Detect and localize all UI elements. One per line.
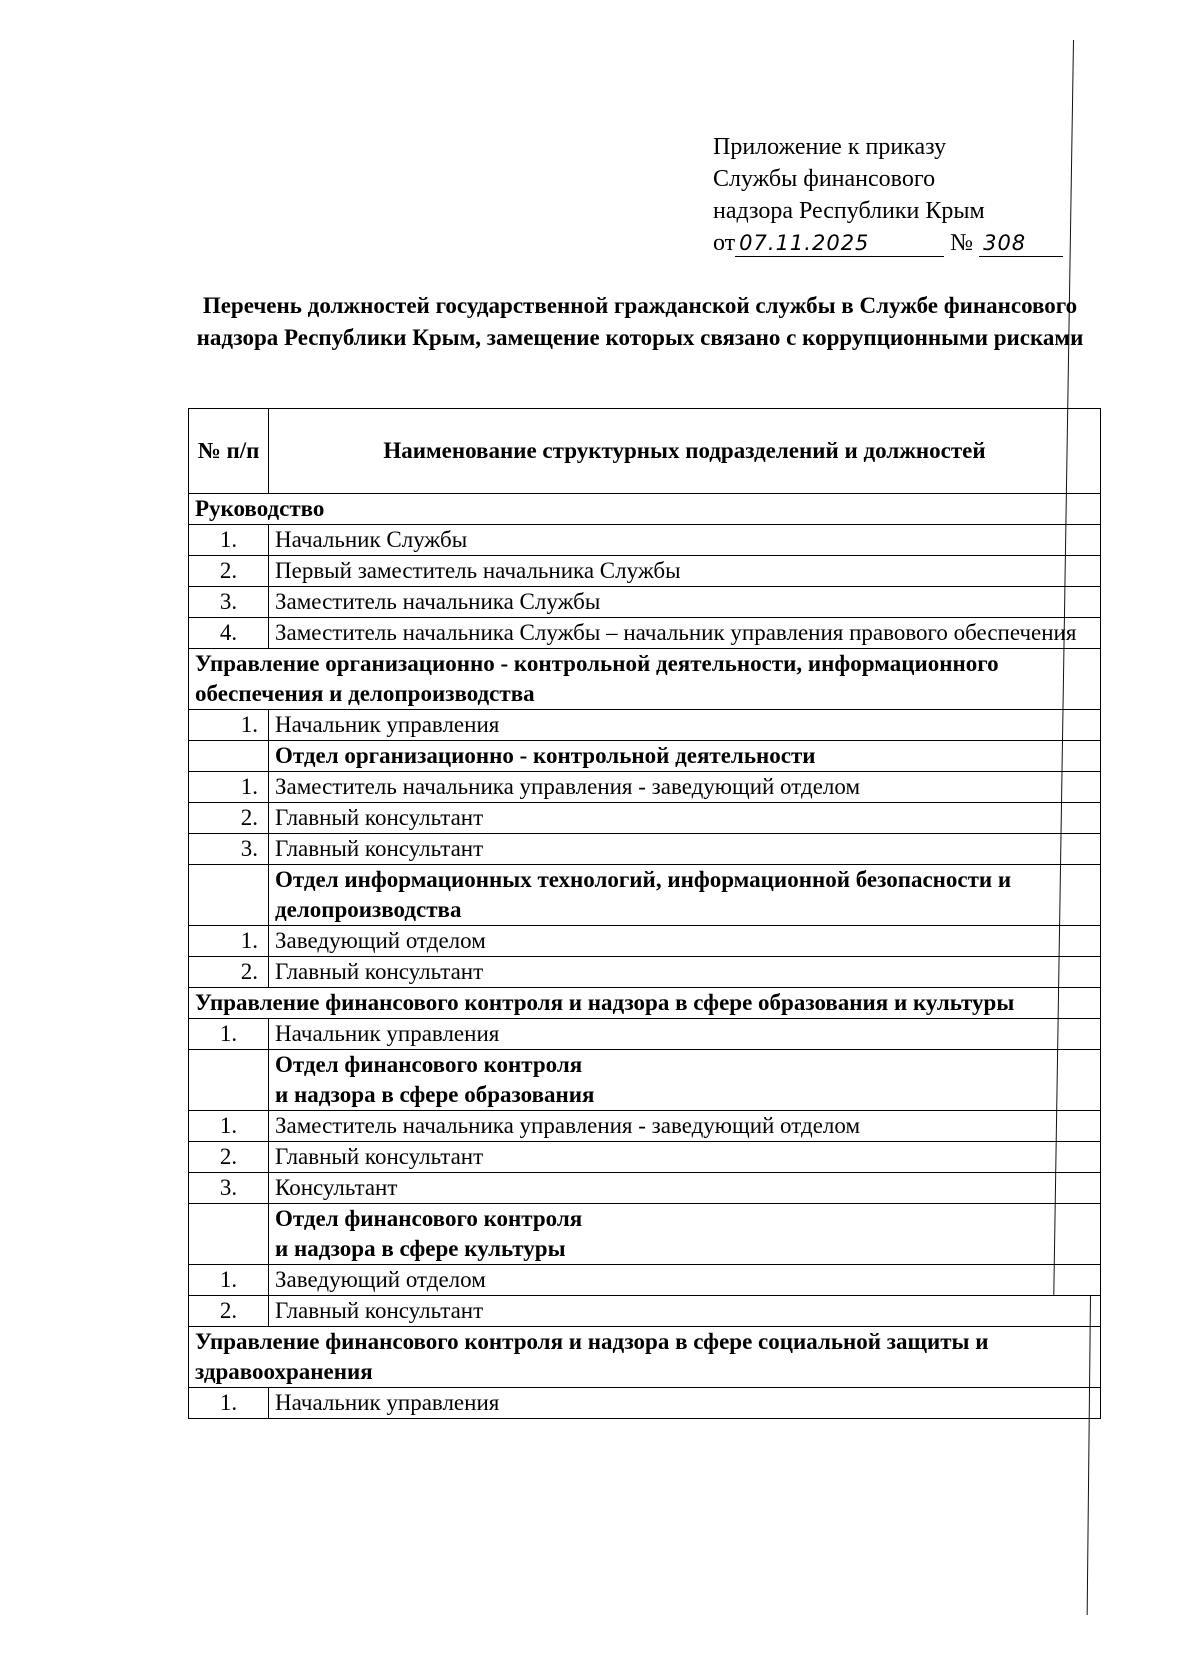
table-row (189, 772, 1101, 803)
table-row (189, 1296, 1101, 1327)
table-row (189, 926, 1101, 957)
table-row (189, 1388, 1101, 1419)
table-header-row (189, 409, 1101, 494)
section-title: Управление финансового контроля и надзора в сфере социальной защиты и здравоохранения (189, 1327, 1101, 1388)
row-position: Заведующий отделом (269, 926, 1101, 957)
table-row (189, 1142, 1101, 1173)
row-position: Заместитель начальника Службы (269, 587, 1101, 618)
table-row (189, 618, 1101, 649)
row-number: 2. (189, 1296, 269, 1327)
row-position: Главный консультант (269, 803, 1101, 834)
row-number: 1. (189, 710, 269, 741)
table-row (189, 1173, 1101, 1204)
row-position: Заместитель начальника Службы – начальник управления правового обеспечения (269, 618, 1101, 649)
document-title: Перечень должностей государственной гражданской службы в Службе финансового надзора Республики Крым, замещение которых связано с коррупционными рисками (196, 293, 1084, 350)
row-number: 1. (189, 926, 269, 957)
row-number: 3. (189, 834, 269, 865)
table-row (189, 1019, 1101, 1050)
section-row (189, 988, 1101, 1019)
row-position: Главный консультант (269, 957, 1101, 988)
row-position: Главный консультант (269, 1296, 1101, 1327)
row-number: 1. (189, 525, 269, 556)
row-number: 1. (189, 1388, 269, 1419)
department-row (189, 1204, 1101, 1265)
section-row (189, 1327, 1101, 1388)
row-number: 1. (189, 1019, 269, 1050)
appendix-date-line (713, 227, 1053, 259)
table-row (189, 587, 1101, 618)
empty-number-cell (189, 1050, 269, 1111)
row-position: Заместитель начальника управления - заведующий отделом (269, 772, 1101, 803)
row-position: Главный консультант (269, 834, 1101, 865)
section-title: Управление финансового контроля и надзора в сфере образования и культуры (189, 988, 1101, 1019)
row-position: Заместитель начальника управления - заведующий отделом (269, 1111, 1101, 1142)
row-number: 4. (189, 618, 269, 649)
section-title: Руководство (189, 494, 1101, 525)
department-row (189, 1050, 1101, 1111)
from-label: от (713, 230, 736, 256)
table-row (189, 1111, 1101, 1142)
department-title-line: Отдел финансового контроля (275, 1052, 583, 1077)
appendix-line: Приложение к приказу (713, 134, 947, 160)
appendix-header (713, 131, 1053, 259)
row-number: 3. (189, 1173, 269, 1204)
empty-number-cell (189, 865, 269, 926)
department-title (269, 1204, 1101, 1265)
row-position: Заведующий отделом (269, 1265, 1101, 1296)
row-number: 1. (189, 1111, 269, 1142)
number-label: № (950, 230, 974, 256)
row-number: 2. (189, 957, 269, 988)
table-row (189, 1265, 1101, 1296)
row-position: Начальник Службы (269, 525, 1101, 556)
header-name: Наименование структурных подразделений и должностей (269, 409, 1101, 494)
row-number: 2. (189, 556, 269, 587)
section-row (189, 494, 1101, 525)
department-title-line: и надзора в сфере образования (275, 1082, 595, 1107)
table-row (189, 525, 1101, 556)
department-row (189, 741, 1101, 772)
empty-number-cell (189, 741, 269, 772)
row-number: 2. (189, 803, 269, 834)
appendix-line: Службы финансового (713, 166, 936, 192)
department-title-line: и надзора в сфере культуры (275, 1236, 566, 1261)
row-position: Начальник управления (269, 1019, 1101, 1050)
row-position: Первый заместитель начальника Службы (269, 556, 1101, 587)
appendix-line: надзора Республики Крым (713, 198, 985, 224)
table-row (189, 710, 1101, 741)
table-row (189, 556, 1101, 587)
row-position: Главный консультант (269, 1142, 1101, 1173)
department-title-line: Отдел финансового контроля (275, 1206, 583, 1231)
table-row (189, 834, 1101, 865)
department-title (269, 1050, 1101, 1111)
section-row (189, 649, 1101, 710)
row-position: Консультант (269, 1173, 1101, 1204)
table-row (189, 803, 1101, 834)
row-position: Начальник управления (269, 710, 1101, 741)
handwritten-date: 07.11.2025 (735, 230, 944, 257)
row-number: 1. (189, 772, 269, 803)
header-number: № п/п (189, 409, 269, 494)
department-title: Отдел организационно - контрольной деятельности (269, 741, 1101, 772)
department-title: Отдел информационных технологий, информационной безопасности и делопроизводства (269, 865, 1101, 926)
department-row (189, 865, 1101, 926)
row-number: 1. (189, 1265, 269, 1296)
row-number: 3. (189, 587, 269, 618)
row-position: Начальник управления (269, 1388, 1101, 1419)
handwritten-number: 308 (979, 230, 1063, 257)
positions-table (188, 408, 1101, 1419)
empty-number-cell (189, 1204, 269, 1265)
row-number: 2. (189, 1142, 269, 1173)
table-row (189, 957, 1101, 988)
section-title: Управление организационно - контрольной деятельности, информационного обеспечения и делопроизводства (189, 649, 1101, 710)
